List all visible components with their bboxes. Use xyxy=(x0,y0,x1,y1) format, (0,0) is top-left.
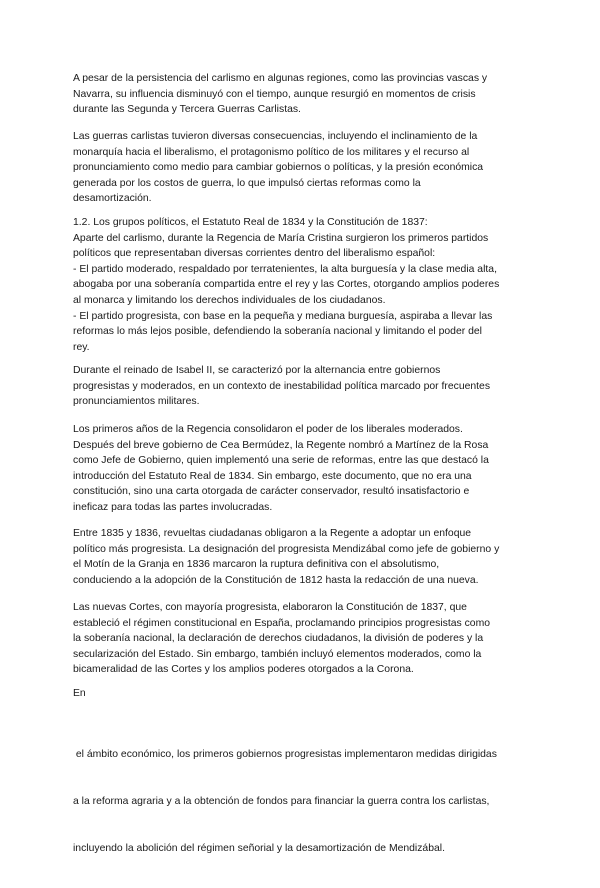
text-line: monarquía hacia el liberalismo, el protagonismo político de los militares y el recurso al xyxy=(73,146,470,158)
text-line: conduciendo a la adopción de la Constitución de 1812 hasta la redacción de una nueva. xyxy=(73,574,479,586)
text-line: Después del breve gobierno de Cea Bermúdez, la Regente nombró a Martínez de la Rosa xyxy=(73,439,489,451)
text-line: Las guerras carlistas tuvieron diversas consecuencias, incluyendo el inclinamiento de la xyxy=(73,131,478,142)
text-line: político más progresista. La designación del progresista Mendizábal como jefe de gobierno y xyxy=(73,543,500,555)
text-line: reformas lo más lejos posible, defendiendo la soberanía nacional y limitando el poder del xyxy=(73,326,482,338)
text-line: progresistas y moderados, en un contexto de inestabilidad política marcado por frecuentes xyxy=(73,380,491,392)
text-line: Durante el reinado de Isabel II, se caracterizó por la alternancia entre gobiernos xyxy=(73,365,441,376)
paragraph-carlismo-persistencia xyxy=(73,71,533,118)
paragraph-ambito-economico xyxy=(73,716,533,888)
text-line: desamortización. xyxy=(73,193,152,205)
text-line: estableció el régimen constitucional en España, proclamando principios progresistas como xyxy=(73,617,491,629)
text-line: Los primeros años de la Regencia consolidaron el poder de los liberales moderados. xyxy=(73,424,463,435)
text-line: al monarca y limitando los derechos individuales de los ciudadanos. xyxy=(73,294,386,306)
text-line: el ámbito económico, los primeros gobiernos progresistas implementaron medidas dirigidas xyxy=(73,749,497,761)
text-line: constitución, sino una carta otorgada de carácter conservador, resultó insatisfactorio e xyxy=(73,486,470,498)
text-line: pronunciamiento como medio para cambiar gobiernos o políticas, y la presión económica xyxy=(73,162,484,174)
paragraph-guerras-consecuencias xyxy=(73,129,533,207)
paragraph-revueltas-1835 xyxy=(73,526,533,588)
text-line: Entre 1835 y 1836, revueltas ciudadanas obligaron a la Regente a adoptar un enfoque xyxy=(73,528,472,539)
text-line: ineficaz para todas las partes involucradas. xyxy=(73,501,273,513)
paragraph-grupos-politicos xyxy=(73,215,533,355)
text-line: durante las Segunda y Tercera Guerras Carlistas. xyxy=(73,104,301,116)
text-line: incluyendo la abolición del régimen señorial y la desamortización de Mendizábal. xyxy=(73,842,445,854)
text-line: generada por los costos de guerra, lo que impulsó ciertas reformas como la xyxy=(73,177,421,189)
paragraph-isabel-ii xyxy=(73,363,533,410)
text-line: a la reforma agraria y a la obtención de fondos para financiar la guerra contra los carlistas, xyxy=(73,795,490,807)
text-line: como Jefe de Gobierno, quien implementó una serie de reformas, entre las que destacó la xyxy=(73,455,489,467)
section-heading: 1.2. Los grupos políticos, el Estatuto Real de 1834 y la Constitución de 1837: xyxy=(73,217,428,228)
list-item-progresista: - El partido progresista, con base en la pequeña y mediana burguesía, aspiraba a llevar las xyxy=(73,310,493,322)
text-line: rey. xyxy=(73,341,90,353)
text-line: Aparte del carlismo, durante la Regencia de María Cristina surgieron los primeros partidos xyxy=(73,232,489,244)
text-line: A pesar de la persistencia del carlismo en algunas regiones, como las provincias vascas y xyxy=(73,73,488,84)
paragraph-regencia-moderados xyxy=(73,422,533,516)
text-line: Las nuevas Cortes, con mayoría progresista, elaboraron la Constitución de 1837, que xyxy=(73,602,467,613)
text-line: pronunciamientos militares. xyxy=(73,396,200,408)
text-line: políticos que representaban diversas corrientes dentro del liberalismo español: xyxy=(73,248,436,260)
paragraph-constitucion-1837 xyxy=(73,600,533,678)
text-line: bicameralidad de las Cortes y los amplios poderes otorgados a la Corona. xyxy=(73,664,414,676)
text-line: introducción del Estatuto Real de 1834. Sin embargo, este documento, que no era una xyxy=(73,470,472,482)
text-line: el Motín de la Granja en 1836 marcaron la ruptura definitiva con el absolutismo, xyxy=(73,559,440,571)
text-line: la soberanía nacional, la declaración de derechos ciudadanos, la división de poderes y la xyxy=(73,633,484,645)
text-line: abogaba por una soberanía compartida entre el rey y las Cortes, otorgando amplios poderes xyxy=(73,279,500,291)
text-line: secularización del Estado. Sin embargo, también incluyó elementos moderados, como la xyxy=(73,648,482,660)
list-item-moderado: - El partido moderado, respaldado por terratenientes, la alta burguesía y la clase media alta, xyxy=(73,263,497,275)
text-line: Navarra, su influencia disminuyó con el tiempo, aunque resurgió en momentos de crisis xyxy=(73,88,476,100)
paragraph-en xyxy=(73,686,533,702)
text-line: En xyxy=(73,688,86,699)
